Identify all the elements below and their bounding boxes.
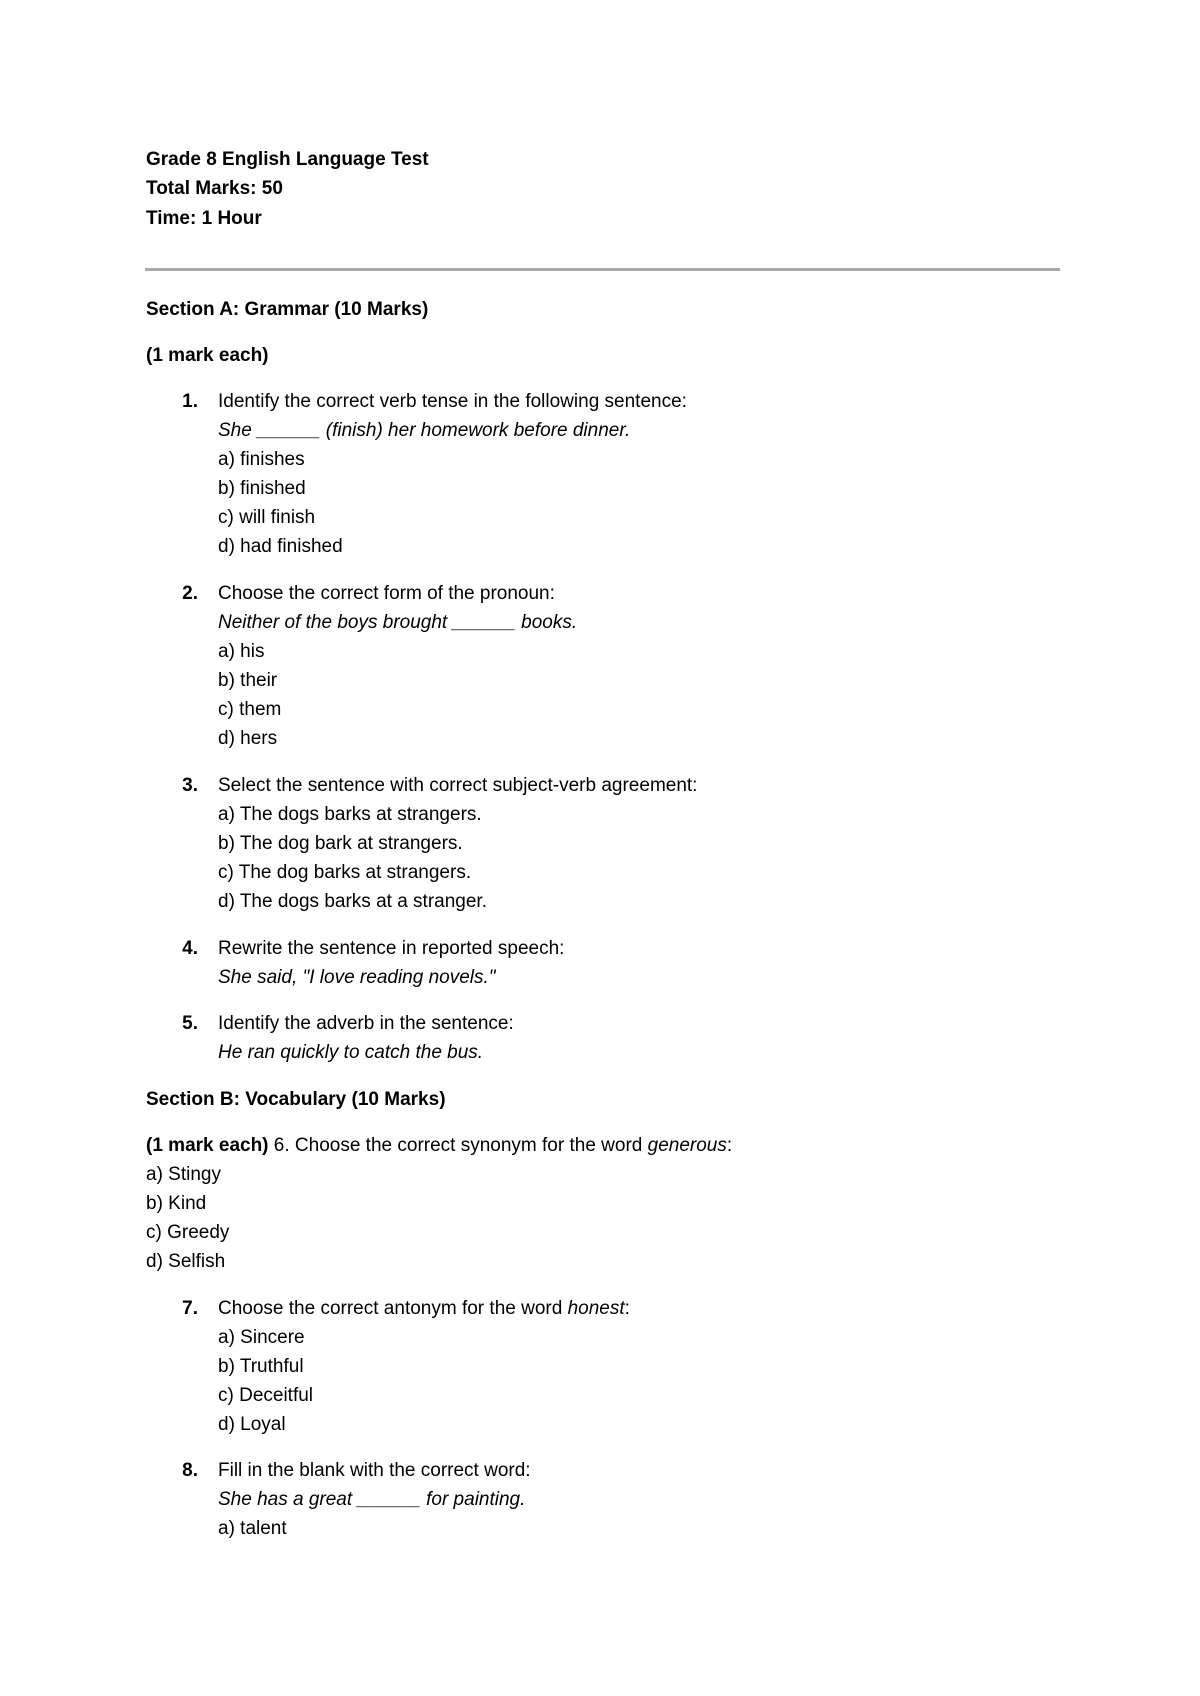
section-b-marks-note: (1 mark each) bbox=[146, 1135, 269, 1156]
option: a) Sincere bbox=[218, 1327, 305, 1348]
option: d) Loyal bbox=[218, 1414, 286, 1435]
question-number: 3. bbox=[182, 775, 198, 796]
question-prompt: Rewrite the sentence in reported speech: bbox=[218, 938, 565, 959]
question-7-word: honest bbox=[567, 1298, 625, 1319]
option: a) his bbox=[218, 641, 265, 662]
question-6-line bbox=[146, 1134, 732, 1158]
section-b-heading: Section B: Vocabulary (10 Marks) bbox=[146, 1089, 446, 1110]
question-number: 4. bbox=[182, 938, 198, 959]
question-prompt: Choose the correct form of the pronoun: bbox=[218, 583, 555, 604]
horizontal-divider bbox=[145, 268, 1060, 271]
section-a-heading: Section A: Grammar (10 Marks) bbox=[146, 299, 429, 320]
question-prompt: Identify the adverb in the sentence: bbox=[218, 1013, 514, 1034]
question-6-word: generous bbox=[647, 1135, 727, 1156]
option: a) talent bbox=[218, 1518, 287, 1539]
question-example: She has a great ______ for painting. bbox=[218, 1489, 526, 1510]
question-example: Neither of the boys brought ______ books. bbox=[218, 612, 578, 633]
question-number: 2. bbox=[182, 583, 198, 604]
question-7-line bbox=[218, 1297, 630, 1321]
option: b) finished bbox=[218, 478, 306, 499]
question-7-prompt: Choose the correct antonym for the word bbox=[218, 1298, 568, 1319]
option: b) their bbox=[218, 670, 278, 691]
question-prompt: Select the sentence with correct subject-verb agreement: bbox=[218, 775, 698, 796]
question-example: She ______ (finish) her homework before dinner. bbox=[218, 420, 631, 441]
option: a) Stingy bbox=[146, 1164, 221, 1185]
option: b) The dog bark at strangers. bbox=[218, 833, 463, 854]
option: a) The dogs barks at strangers. bbox=[218, 804, 482, 825]
section-a-marks-note: (1 mark each) bbox=[146, 345, 269, 366]
option: b) Kind bbox=[146, 1193, 207, 1214]
option: c) them bbox=[218, 699, 282, 720]
option: c) Greedy bbox=[146, 1222, 230, 1243]
option: d) The dogs barks at a stranger. bbox=[218, 891, 487, 912]
question-number: 7. bbox=[182, 1298, 198, 1319]
option: d) Selfish bbox=[146, 1251, 226, 1272]
question-example: He ran quickly to catch the bus. bbox=[218, 1042, 484, 1063]
question-example: She said, "I love reading novels." bbox=[218, 967, 496, 988]
test-title: Grade 8 English Language Test bbox=[146, 149, 429, 170]
question-7-colon: : bbox=[624, 1298, 630, 1319]
question-number: 8. bbox=[182, 1460, 198, 1481]
option: b) Truthful bbox=[218, 1356, 304, 1377]
question-6-colon: : bbox=[726, 1135, 733, 1156]
question-number: 1. bbox=[182, 391, 198, 412]
option: c) will finish bbox=[218, 507, 316, 528]
question-prompt: Identify the correct verb tense in the following sentence: bbox=[218, 391, 687, 412]
question-6-prompt: 6. Choose the correct synonym for the word bbox=[268, 1135, 648, 1156]
total-marks: Total Marks: 50 bbox=[146, 178, 283, 199]
time-limit: Time: 1 Hour bbox=[146, 208, 262, 229]
option: d) had finished bbox=[218, 536, 343, 557]
question-prompt: Fill in the blank with the correct word: bbox=[218, 1460, 531, 1481]
option: d) hers bbox=[218, 728, 278, 749]
question-number: 5. bbox=[182, 1013, 198, 1034]
option: c) Deceitful bbox=[218, 1385, 314, 1406]
option: c) The dog barks at strangers. bbox=[218, 862, 472, 883]
option: a) finishes bbox=[218, 449, 305, 470]
